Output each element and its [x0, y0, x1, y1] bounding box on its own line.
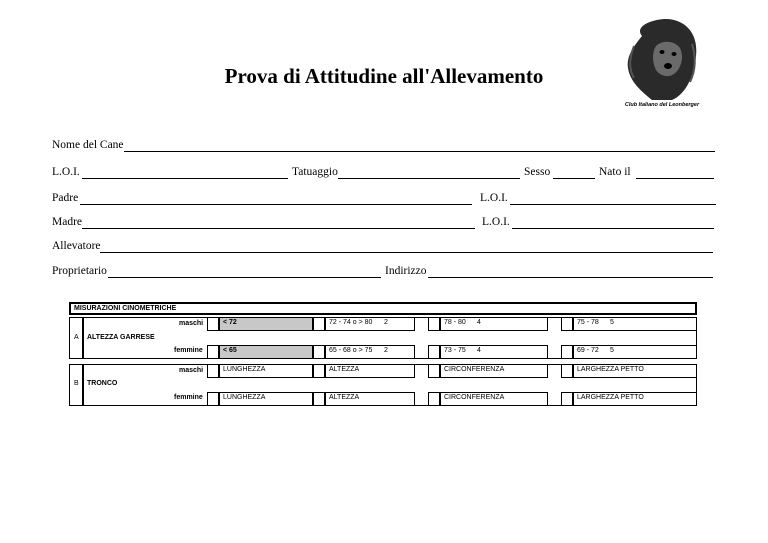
- a-femmine-c2-range: 65 - 68 o > 75: [329, 347, 373, 354]
- allevatore-label: Allevatore: [52, 240, 101, 252]
- club-logo: [612, 16, 712, 114]
- indirizzo-label: Indirizzo: [385, 265, 427, 277]
- a-maschi-c2-range: 72 - 74 o > 80: [329, 319, 373, 326]
- b-maschi-c4: LARGHEZZA PETTO: [573, 364, 697, 378]
- madre-field[interactable]: [82, 228, 475, 229]
- a-maschi-c3: [440, 317, 548, 331]
- a-maschi-c4-score: 5: [610, 319, 614, 326]
- a-femmine-check-1[interactable]: [207, 345, 219, 359]
- b-maschi-c1: LUNGHEZZA: [219, 364, 313, 378]
- logo-caption: Club Italiano del Leonberger: [624, 102, 700, 108]
- b-maschi-check-3[interactable]: [428, 364, 440, 378]
- nato-il-field[interactable]: [636, 178, 714, 179]
- tatuaggio-label: Tatuaggio: [292, 166, 338, 178]
- a-femmine-c1: < 65: [219, 345, 313, 359]
- b-femmine-c2: ALTEZZA: [325, 392, 415, 406]
- b-femmine-c3: CIRCONFERENZA: [440, 392, 548, 406]
- a-maschi-c3-score: 4: [477, 319, 481, 326]
- b-maschi-check-2[interactable]: [313, 364, 325, 378]
- b-femmine-check-4[interactable]: [561, 392, 573, 406]
- a-maschi-c3-range: 78 - 80: [444, 319, 466, 326]
- b-femmine-check-3[interactable]: [428, 392, 440, 406]
- tatuaggio-field[interactable]: [338, 178, 520, 179]
- a-maschi-check-1[interactable]: [207, 317, 219, 331]
- nome-cane-field[interactable]: [124, 151, 715, 152]
- a-maschi-c1: < 72: [219, 317, 313, 331]
- b-maschi-check-1[interactable]: [207, 364, 219, 378]
- a-femmine-check-3[interactable]: [428, 345, 440, 359]
- a-maschi-c2-score: 2: [384, 319, 388, 326]
- a-maschi-c4: [573, 317, 697, 331]
- proprietario-field[interactable]: [108, 277, 381, 278]
- a-maschi-check-3[interactable]: [428, 317, 440, 331]
- a-femmine-c3: [440, 345, 548, 359]
- padre-label: Padre: [52, 192, 79, 204]
- a-maschi-c2: [325, 317, 415, 331]
- b-femmine-c1: LUNGHEZZA: [219, 392, 313, 406]
- misurazioni-header: [69, 302, 697, 315]
- a-femmine-c4-range: 69 - 72: [577, 347, 599, 354]
- sesso-field[interactable]: [553, 178, 595, 179]
- b-femmine-c4: LARGHEZZA PETTO: [573, 392, 697, 406]
- a-femmine-c3-score: 4: [477, 347, 481, 354]
- b-maschi-check-4[interactable]: [561, 364, 573, 378]
- nato-il-label: Nato il: [599, 166, 631, 178]
- section-a-label: ALTEZZA GARRESE: [87, 334, 155, 341]
- a-femmine-c2: [325, 345, 415, 359]
- leonberger-dog-head-icon: [612, 16, 712, 102]
- section-b-label: TRONCO: [87, 380, 118, 387]
- b-maschi-c2: ALTEZZA: [325, 364, 415, 378]
- a-femmine-check-2[interactable]: [313, 345, 325, 359]
- section-a-letter: A: [74, 334, 79, 341]
- a-femmine-c2-score: 2: [384, 347, 388, 354]
- nome-cane-label: Nome del Cane: [52, 139, 124, 151]
- b-femmine-check-2[interactable]: [313, 392, 325, 406]
- loi-field[interactable]: [82, 178, 288, 179]
- madre-label: Madre: [52, 216, 83, 228]
- section-a-maschi-label: maschi: [179, 320, 204, 327]
- form-title: Prova di Attitudine all'Allevamento: [224, 64, 544, 88]
- section-a-femmine-label: femmine: [174, 347, 203, 354]
- a-maschi-c4-range: 75 - 78: [577, 319, 599, 326]
- allevatore-field[interactable]: [100, 252, 713, 253]
- sesso-label: Sesso: [524, 166, 551, 178]
- a-femmine-c3-range: 73 - 75: [444, 347, 466, 354]
- padre-field[interactable]: [80, 204, 472, 205]
- padre-loi-label: L.O.I.: [480, 192, 508, 204]
- a-maschi-check-2[interactable]: [313, 317, 325, 331]
- a-femmine-c4: [573, 345, 697, 359]
- section-b-letter: B: [74, 380, 79, 387]
- section-b-maschi-label: maschi: [179, 367, 204, 374]
- proprietario-label: Proprietario: [52, 265, 107, 277]
- madre-loi-label: L.O.I.: [482, 216, 510, 228]
- a-maschi-check-4[interactable]: [561, 317, 573, 331]
- indirizzo-field[interactable]: [428, 277, 713, 278]
- section-b-femmine-label: femmine: [174, 394, 203, 401]
- b-maschi-c3: CIRCONFERENZA: [440, 364, 548, 378]
- b-femmine-check-1[interactable]: [207, 392, 219, 406]
- loi-label: L.O.I.: [52, 166, 80, 178]
- a-femmine-check-4[interactable]: [561, 345, 573, 359]
- misurazioni-header-label: MISURAZIONI CINOMETRICHE: [74, 305, 177, 312]
- madre-loi-field[interactable]: [512, 228, 714, 229]
- padre-loi-field[interactable]: [510, 204, 716, 205]
- a-femmine-c4-score: 5: [610, 347, 614, 354]
